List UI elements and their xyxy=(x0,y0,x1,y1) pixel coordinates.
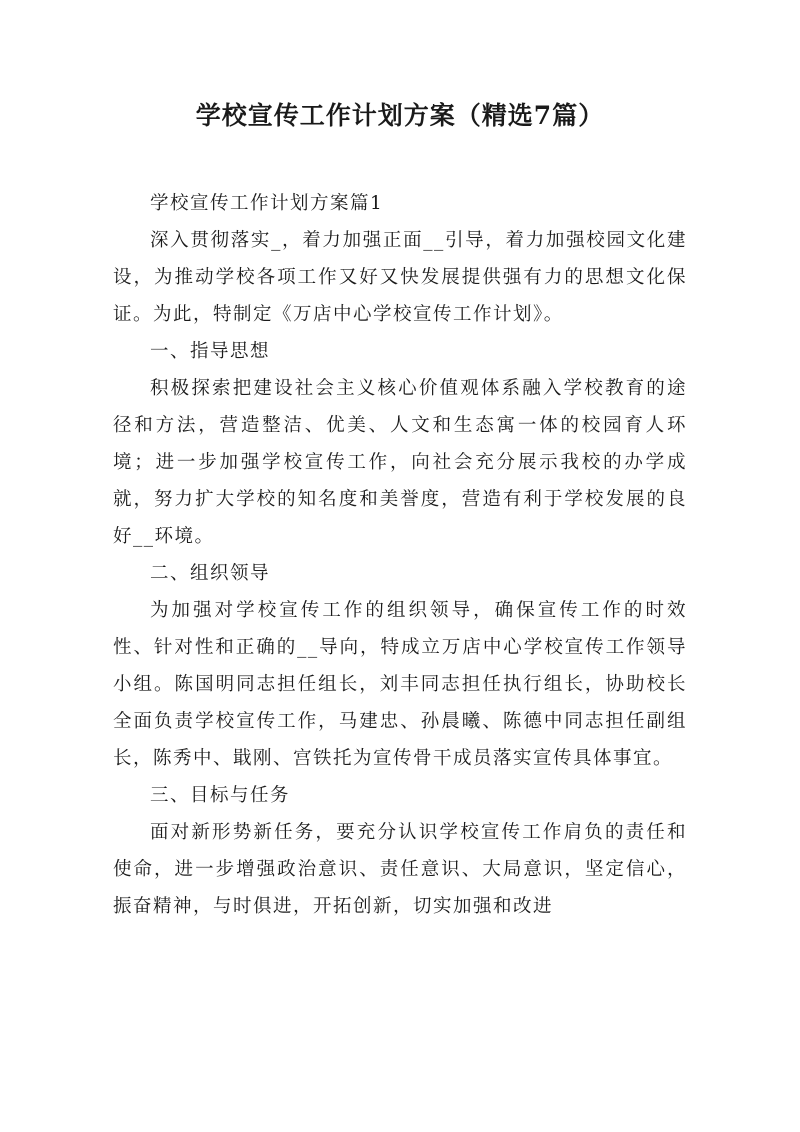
paragraph: 积极探索把建设社会主义核心价值观体系融入学校教育的途径和方法，营造整洁、优美、人文和生态寓一体的校园育人环境；进一步加强学校宣传工作，向社会充分展示我校的办学成就，努力扩大学校的知名度和美誉度，营造有利于学校发展的良好__环境。 xyxy=(113,378,687,547)
section-heading: 三、目标与任务 xyxy=(150,785,291,806)
section-heading: 一、指导思想 xyxy=(150,341,271,362)
paragraph: 为加强对学校宣传工作的组织领导，确保宣传工作的时效性、针对性和正确的__导向，特成立万店中心学校宣传工作领导小组。陈国明同志担任组长，刘丰同志担任执行组长，协助校长全面负责学校宣传工作，马建忠、孙晨曦、陈德中同志担任副组长，陈秀中、戢刚、宫铁托为宣传骨干成员落实宣传具体事宜。 xyxy=(113,600,687,769)
paragraph: 面对新形势新任务，要充分认识学校宣传工作肩负的责任和使命，进一步增强政治意识、责任意识、大局意识，坚定信心，振奋精神，与时俱进，开拓创新，切实加强和改进 xyxy=(113,822,687,917)
document-title: 学校宣传工作计划方案（精选7篇） xyxy=(195,101,605,130)
document-body xyxy=(113,185,687,925)
paragraph: 深入贯彻落实_，着力加强正面__引导，着力加强校园文化建设，为推动学校各项工作又好又快发展提供强有力的思想文化保证。为此，特制定《万店中心学校宣传工作计划》。 xyxy=(113,230,687,325)
section-heading: 学校宣传工作计划方案篇1 xyxy=(150,193,384,214)
section-heading: 二、组织领导 xyxy=(150,563,271,584)
